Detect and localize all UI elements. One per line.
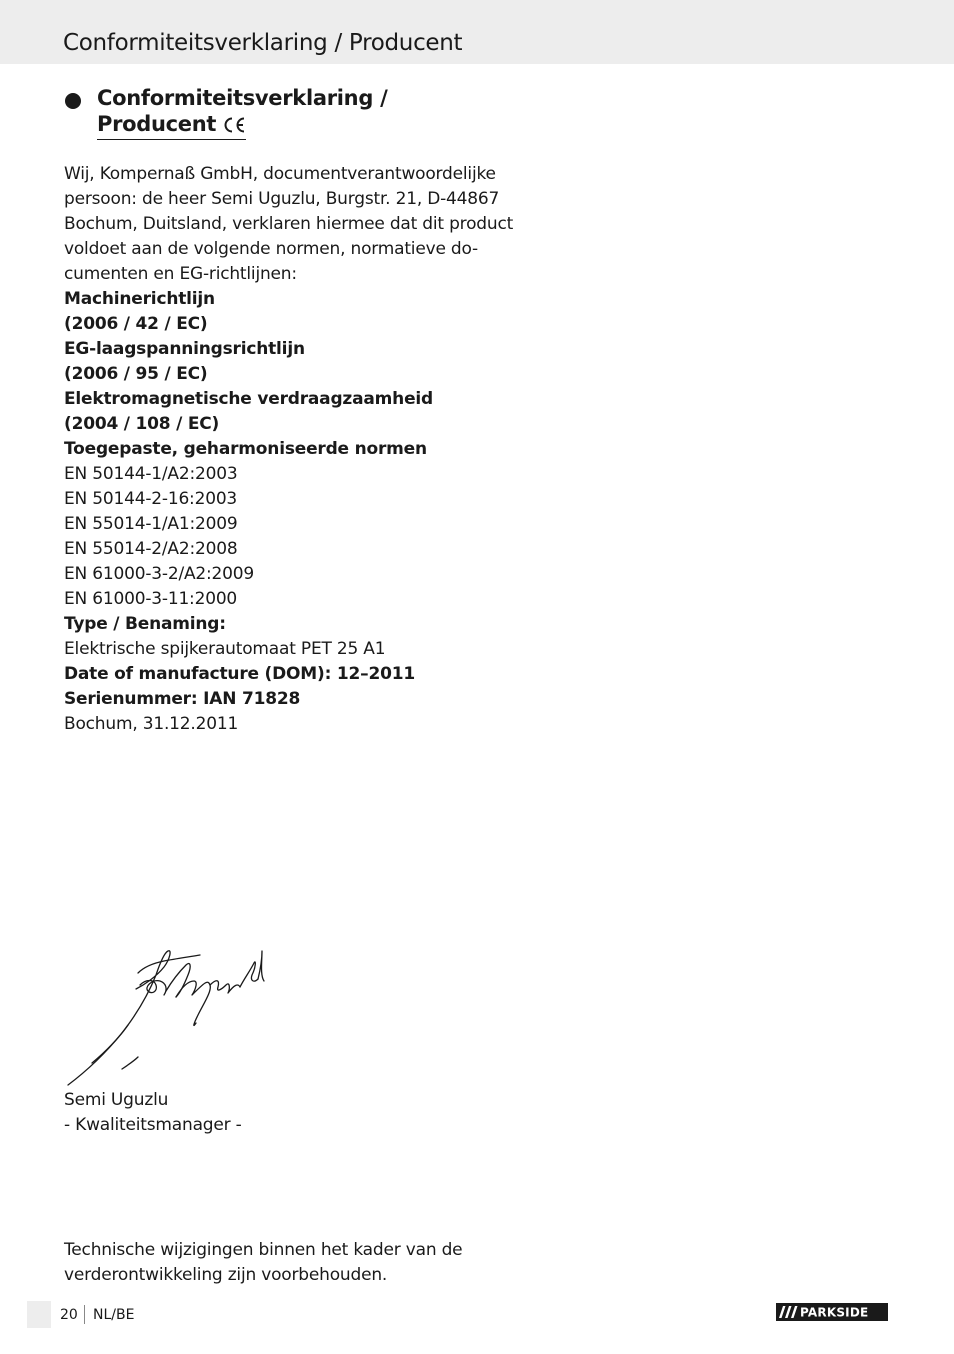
standards-heading: Toegepaste, geharmoniseerde normen xyxy=(64,439,427,459)
footer-marker-box xyxy=(27,1301,51,1328)
directive-code: (2006 / 95 / EC) xyxy=(64,364,208,384)
technical-note-line: Technische wijzigingen binnen het kader van de xyxy=(64,1240,463,1260)
signer-block xyxy=(64,1088,242,1138)
declaration-content xyxy=(64,162,514,737)
directive-machinery xyxy=(64,287,484,337)
directive-code: (2004 / 108 / EC) xyxy=(64,414,220,434)
standard-item: EN 61000-3-11:2000 xyxy=(64,589,238,609)
type-designation xyxy=(64,612,484,662)
signer-name: Semi Uguzlu xyxy=(64,1090,169,1110)
directive-emc xyxy=(64,387,484,437)
section-heading-line-1: Conformiteitsverklaring / xyxy=(97,86,388,110)
intro-paragraph xyxy=(64,162,514,287)
bullet-icon xyxy=(65,93,81,109)
language-code: NL/BE xyxy=(93,1307,135,1323)
standard-item: EN 50144-1/A2:2003 xyxy=(64,464,238,484)
signer-role: - Kwaliteitsmanager - xyxy=(64,1115,242,1135)
technical-note-line: verderontwikkeling zijn voorbehouden. xyxy=(64,1265,388,1285)
intro-line: cumenten en EG-richtlijnen: xyxy=(64,264,297,284)
section-heading-text xyxy=(97,85,387,140)
page-header-band xyxy=(0,0,954,64)
directive-name: Machinerichtlijn xyxy=(64,289,215,309)
manufacture-date: Date of manufacture (DOM): 12–2011 xyxy=(64,664,415,684)
directive-low-voltage xyxy=(64,337,484,387)
type-heading: Type / Benaming: xyxy=(64,614,226,634)
ce-mark-icon xyxy=(222,116,246,134)
page-number: 20 xyxy=(60,1307,78,1323)
standard-item: EN 55014-1/A1:2009 xyxy=(64,514,238,534)
parkside-logo xyxy=(776,1303,888,1321)
serial-number: Serienummer: IAN 71828 xyxy=(64,689,301,709)
footer-divider xyxy=(84,1305,85,1324)
standard-item: EN 50144-2-16:2003 xyxy=(64,489,238,509)
type-value: Elektrische spijkerautomaat PET 25 A1 xyxy=(64,639,386,659)
intro-line: Bochum, Duitsland, verklaren hiermee dat dit product xyxy=(64,214,514,234)
production-info xyxy=(64,662,484,712)
directive-code: (2006 / 42 / EC) xyxy=(64,314,208,334)
intro-line: voldoet aan de volgende normen, normatieve do- xyxy=(64,239,478,259)
standard-item: EN 61000-3-2/A2:2009 xyxy=(64,564,255,584)
section-heading-line-2-wrap xyxy=(97,111,246,140)
directive-name: EG-laagspanningsrichtlijn xyxy=(64,339,305,359)
page-header-title: Conformiteitsverklaring / Producent xyxy=(63,30,463,56)
brand-name: PARKSIDE xyxy=(800,1305,869,1320)
technical-note xyxy=(64,1238,464,1288)
intro-line: Wij, Kompernaß GmbH, documentverantwoordelijke xyxy=(64,164,496,184)
intro-line: persoon: de heer Semi Uguzlu, Burgstr. 21, D-44867 xyxy=(64,189,500,209)
signature-image xyxy=(64,945,274,1093)
standard-item: EN 55014-2/A2:2008 xyxy=(64,539,238,559)
directive-name: Elektromagnetische verdraagzaamheid xyxy=(64,389,433,409)
standards-list xyxy=(64,437,484,612)
place-date: Bochum, 31.12.2011 xyxy=(64,714,239,734)
section-heading-line-2: Producent xyxy=(97,112,217,136)
